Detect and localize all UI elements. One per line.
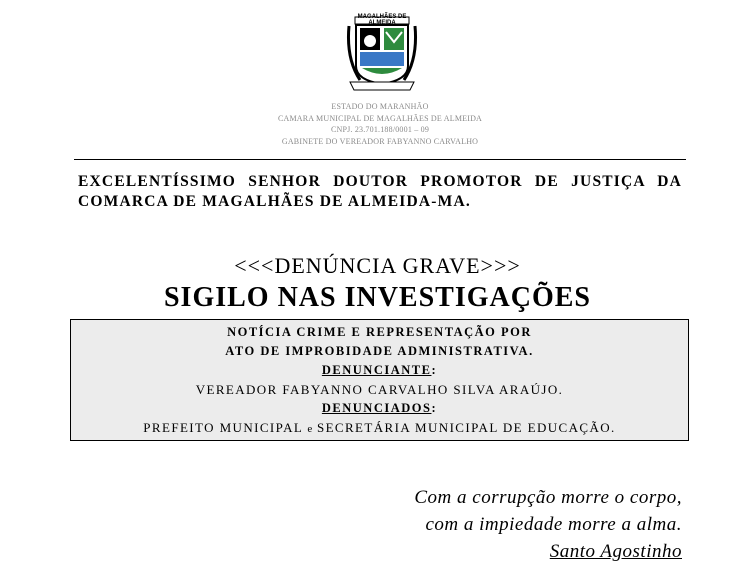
header-divider [74, 159, 686, 160]
headline-complaint: <<<DENÚNCIA GRAVE>>> [234, 253, 521, 278]
complainant-heading: DENUNCIANTE: [321, 363, 438, 377]
accused-label: DENUNCIADOS [321, 401, 432, 415]
accused-heading: DENUNCIADOS: [321, 401, 438, 415]
quote-line-1: Com a corrupção morre o corpo, [414, 487, 682, 508]
accused-names [71, 418, 688, 439]
addressee-line: EXCELENTÍSSIMO SENHOR DOUTOR PROMOTOR DE JUSTIÇA DA COMARCA DE MAGALHÃES DE ALMEIDA-MA. [78, 173, 682, 210]
letterhead-office: GABINETE DO VEREADOR FABYANNO CARVALHO [281, 136, 479, 146]
letterhead-cnpj: CNPJ. 23.701.188/0001 – 09 [330, 125, 430, 134]
complainant-label: DENUNCIANTE [321, 363, 432, 377]
letterhead [230, 101, 530, 147]
accused-mayor: PREFEITO MUNICIPAL [143, 420, 303, 435]
seal-lettering [346, 14, 418, 26]
accused-secretary: SECRETÁRIA MUNICIPAL DE EDUCAÇÃO. [316, 420, 616, 435]
accused-join: e [307, 423, 313, 435]
quote-author: Santo Agostinho [549, 541, 682, 562]
letterhead-state: ESTADO DO MARANHÃO [331, 102, 429, 111]
seal-lettering-top: MAGALHÃES DE ALMEIDA [357, 14, 407, 26]
letterhead-chamber: CAMARA MUNICIPAL DE MAGALHÃES DE ALMEIDA [277, 113, 483, 123]
headline-secrecy: SIGILO NAS INVESTIGAÇÕES [163, 282, 592, 313]
quote-line-2: com a impiedade morre a alma. [425, 514, 682, 535]
subject-line-1: NOTÍCIA CRIME E REPRESENTAÇÃO POR [227, 325, 532, 339]
epigraph-quote [380, 484, 682, 565]
summary-box [70, 319, 689, 441]
subject-line-2: ATO DE IMPROBIDADE ADMINISTRATIVA. [225, 344, 534, 358]
complainant-name: VEREADOR FABYANNO CARVALHO SILVA ARAÚJO. [195, 382, 564, 397]
municipal-seal-logo [346, 14, 418, 94]
